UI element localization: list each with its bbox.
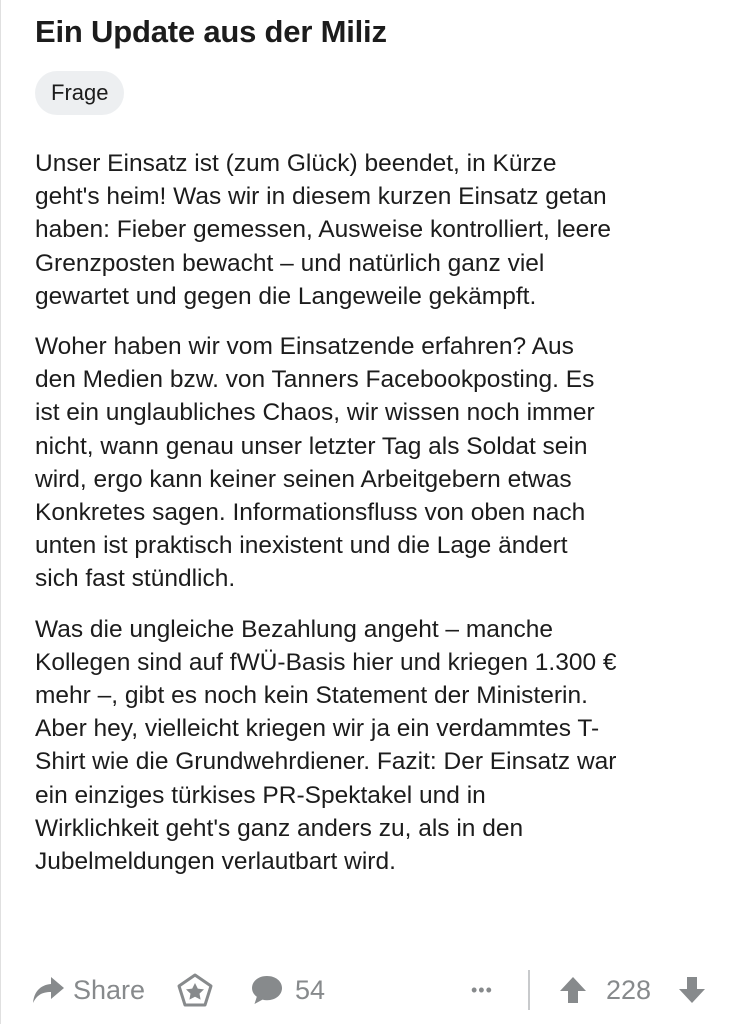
more-options-button[interactable] <box>471 962 493 1018</box>
vote-divider <box>528 970 530 1010</box>
post-body <box>35 147 725 895</box>
vote-score: 228 <box>606 975 652 1005</box>
post-flair[interactable]: Frage <box>35 71 124 115</box>
post-title: Ein Update aus der Miliz <box>35 14 387 49</box>
post-paragraph-2: Woher haben wir vom Einsatzende erfahren? Aus den Medien bzw. von Tanners Facebookposting. Es ist ein unglaubliches Chaos, wir wissen noch immer nicht, wann genau unser letzter Tag als Soldat sein wird, ergo kann keiner seinen Arbeitgebern etwas Konkretes sagen. Informationsfluss von oben nach unten ist praktisch inexistent und die Lage ändert sich fast stündlich. <box>35 333 595 593</box>
award-icon <box>176 972 214 1008</box>
post-paragraph-3: Was die ungleiche Bezahlung angeht – manche Kollegen sind auf fWÜ-Basis hier und kriegen 1.300 € mehr –, gibt es noch kein Statement der Ministerin. Aber hey, vielleicht kriegen wir ja ein verdammtes T- Shirt wie die Grundwehrdiener. Fazit: Der Einsatz war ein einziges türkises PR-Spektakel und in Wirklichkeit geht's ganz anders zu, als in den Jubelmeldungen verlautbart wird. <box>35 615 617 876</box>
comment-count: 54 <box>295 974 326 1005</box>
comments-button[interactable] <box>249 962 325 1018</box>
share-button[interactable] <box>31 962 145 1018</box>
upvote-arrow-icon <box>558 975 588 1005</box>
more-options-icon: ••• <box>471 979 493 1000</box>
downvote-arrow-icon <box>677 975 707 1005</box>
post-paragraph-1: Unser Einsatz ist (zum Glück) beendet, in Kürze geht's heim! Was wir in diesem kurzen Einsatz getan haben: Fieber gemessen, Ausweise kontrolliert, leere Grenzposten bewacht – und natürlich ganz viel gewartet und gegen die Langeweile gekämpft. <box>35 150 612 310</box>
share-arrow-icon <box>31 975 65 1005</box>
comment-bubble-icon <box>249 973 285 1007</box>
award-button[interactable] <box>176 962 214 1018</box>
upvote-button[interactable] <box>558 962 588 1018</box>
downvote-button[interactable] <box>677 962 707 1018</box>
share-label: Share <box>73 974 146 1005</box>
post-action-bar <box>1 962 745 1018</box>
